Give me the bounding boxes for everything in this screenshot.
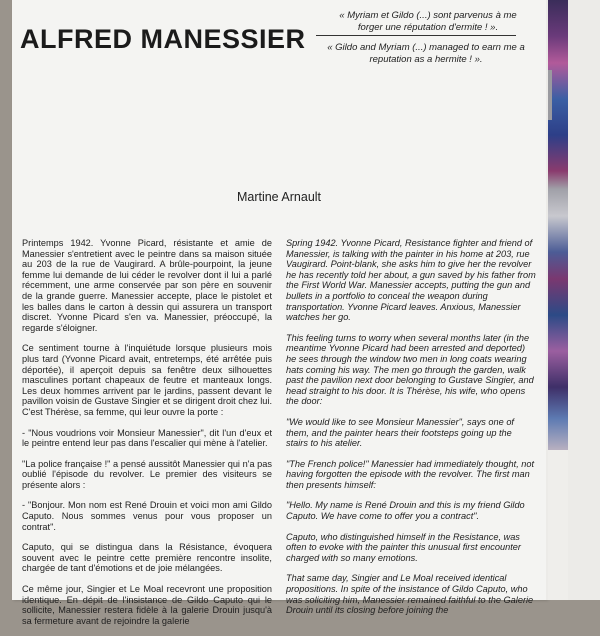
quote-divider bbox=[316, 35, 516, 36]
painting-edge-image bbox=[548, 0, 568, 450]
grey-tab bbox=[548, 70, 552, 120]
document-page bbox=[12, 0, 546, 626]
quote-english: « Gildo and Myriam (...) managed to earn me a reputation as a hermite ! ». bbox=[327, 42, 525, 65]
french-column bbox=[22, 238, 272, 636]
paragraph: That same day, Singier and Le Moal received identical propositions. In spite of the insistance of Gildo Caputo, who was soliciting him, Manessier remained faithful to the Galerie Drouin until its closing before joining the bbox=[286, 573, 534, 616]
paragraph: This feeling turns to worry when several months later (in the meantime Yvonne Picard had been arrested and deported) he sees through the window two men in long coats wearing hats coming his way. The men go through the garden, walk past the pavilion next door belonging to Gustave Singier, and head straight to his door. It is Thérèse, his wife, who opens the door: bbox=[286, 332, 534, 407]
paragraph: - "Nous voudrions voir Monsieur Manessier", dit l'un d'eux et le peintre entend leur pas dans l'escalier qui mène à l'atelier. bbox=[22, 427, 272, 449]
page-margin bbox=[548, 450, 568, 600]
paragraph: "La police française !" a pensé aussitôt Manessier qui n'a pas oublié l'épisode du revolver. Le premier des visiteurs se présente alors : bbox=[22, 458, 272, 490]
author-name: Martine Arnault bbox=[236, 190, 322, 204]
english-column bbox=[286, 238, 536, 626]
paragraph: Printemps 1942. Yvonne Picard, résistante et amie de Manessier s'entretient avec le peintre dans sa maison située au 203 de la rue de Vaugirard. A brûle-pourpoint, la jeune femme lui demande de lui céder le revolver dont il lui a parlé récemment, une arme conservée par son père en souvenir de la grande guerre. Manessier accepte, place le pistolet et les balles dans le carton à dessin qui assurera un transport discret. Yvonne Picard s'en va. Manessier, préoccupé, la regarde s'éloigner. bbox=[22, 238, 272, 333]
paragraph: "Hello. My name is René Drouin and this is my friend Gildo Caputo. We have come to offer you a contract". bbox=[286, 500, 525, 522]
paragraph: "The French police!" Manessier had immediately thought, not having forgotten the episode with the revolver. The first man then presents himself: bbox=[286, 458, 535, 490]
article-title: ALFRED MANESSIER bbox=[20, 24, 306, 54]
paragraph: Ce même jour, Singier et Le Moal recevront une proposition identique. En dépit de l'insistance de Gildo Caputo qui le sollicite, Manessier restera fidèle à la galerie Drouin jusqu'à sa fermeture avant de rejoindre la galerie bbox=[22, 584, 272, 626]
paragraph: Ce sentiment tourne à l'inquiétude lorsque plusieurs mois plus tard (Yvonne Picard avait, entretemps, été arrêtée puis déportée), il aperçoit depuis sa fenêtre deux silhouettes masculines portant chapeaux de feutre et manteaux longs. Les deux hommes arrivent par le jardins, passent devant le pavillon voisin de Gustave Singier et se dirigent droit chez lui. C'est Thérèse, sa femme, qui leur ouvre la porte : bbox=[22, 343, 272, 417]
paragraph: Caputo, who distinguished himself in the Resistance, was often to evoke with the painter this unusual first encounter charged with so many emotions. bbox=[286, 531, 521, 563]
paragraph: - "Bonjour. Mon nom est René Drouin et voici mon ami Gildo Caputo. Nous sommes venus pour vous proposer un contrat". bbox=[22, 500, 272, 532]
paragraph: Spring 1942. Yvonne Picard, Resistance fighter and friend of Manessier, is talking with the painter in his home at 203, rue Vaugirard. Point-blank, she asks him to give her the revolver he has recently told her about, a gun saved by his father from the First World War. Manessier accepts, putting the gun and bullets in a portfolio to conceal the weapon during transportation. Yvonne Picard leaves. Anxious, Manessier watches her go. bbox=[286, 238, 536, 323]
paragraph: Caputo, qui se distingua dans la Résistance, évoquera souvent avec le peintre cette première rencontre insolite, chargée de tant d'émotions et de joie mélangées. bbox=[22, 542, 272, 574]
quote-french: « Myriam et Gildo (...) sont parvenus à me forger une réputation d'ermite ! ». bbox=[339, 10, 517, 33]
paragraph: "We would like to see Monsieur Manessier", says one of them, and the painter hears their footsteps going up the stairs to his atelier. bbox=[286, 416, 514, 449]
